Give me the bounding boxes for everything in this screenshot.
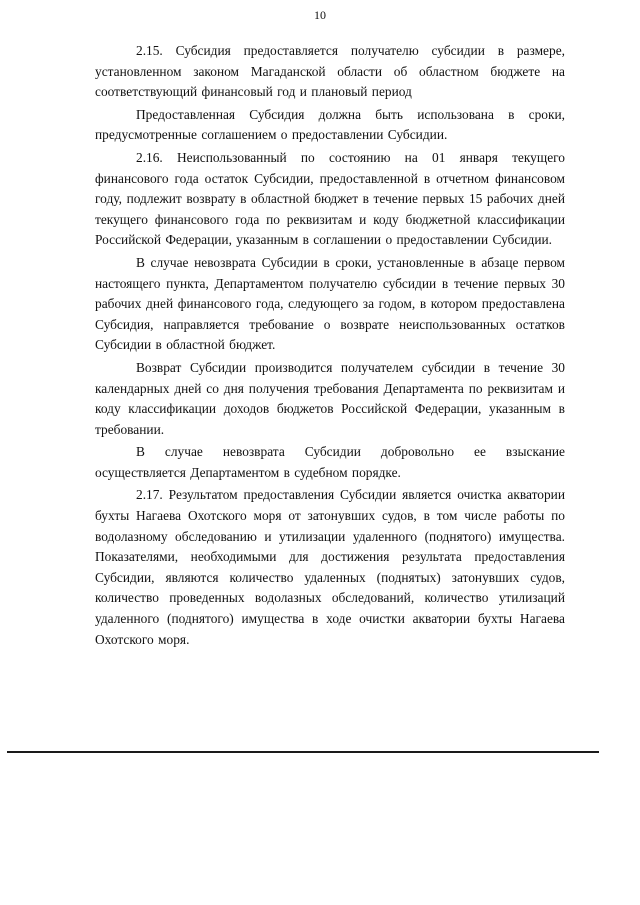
paragraph-court-recovery: В случае невозврата Субсидии добровольно ее взыскание осуществляется Департаментом в судебном порядке. [95, 444, 565, 480]
paragraph-subsidy-usage-term: Предоставленная Субсидия должна быть использована в сроки, предусмотренные соглашением о предоставлении Субсидии. [95, 106, 565, 143]
horizontal-rule [7, 751, 599, 753]
paragraph-2-16: 2.16. Неиспользованный по состоянию на 01 января текущего финансового года остаток Субсидии, предоставленной в отчетном финансовом году, подлежит возврату в областной бюджет в течение первых 15 рабочих дней текущего финансового года по реквизитам и коду бюджетной классификации Российской Федерации, указанным в соглашении о предоставлении Субсидии. [95, 149, 565, 248]
paragraph-non-return-requirement: В случае невозврата Субсидии в сроки, установленные в абзаце первом настоящего пункта, Департаментом получателю субсидии в течение первых 30 рабочих дней финансового года, следующего за годом, в котором предоставлена Субсидия, направляется требование о возврате неиспользованных остатков Субсидии в областной бюджет. [95, 254, 565, 353]
page-number: 10 [314, 8, 326, 22]
document-body [95, 41, 565, 650]
paragraph-2-15: 2.15. Субсидия предоставляется получателю субсидии в размере, установленном законом Магаданской области об областном бюджете на соответствующий финансовый год и плановый период [95, 43, 565, 100]
paragraph-2-17: 2.17. Результатом предоставления Субсидии является очистка акватории бухты Нагаева Охотского моря от затонувших судов, в том числе работы по водолазному обследованию и утилизации удаленного (поднятого) имущества. Показателями, необходимыми для достижения результата предоставления Субсидии, являются количество удаленных (поднятых) затонувших судов, количество проведенных водолазных обследований, количество утилизаций удаленного (поднятого) имущества в ходе очистки акватории бухты Нагаева Охотского моря. [95, 487, 565, 647]
paragraph-return-procedure: Возврат Субсидии производится получателем субсидии в течение 30 календарных дней со дня получения требования Департамента по реквизитам и коду классификации доходов бюджетов Российской Федерации, указанным в требовании. [95, 359, 565, 437]
